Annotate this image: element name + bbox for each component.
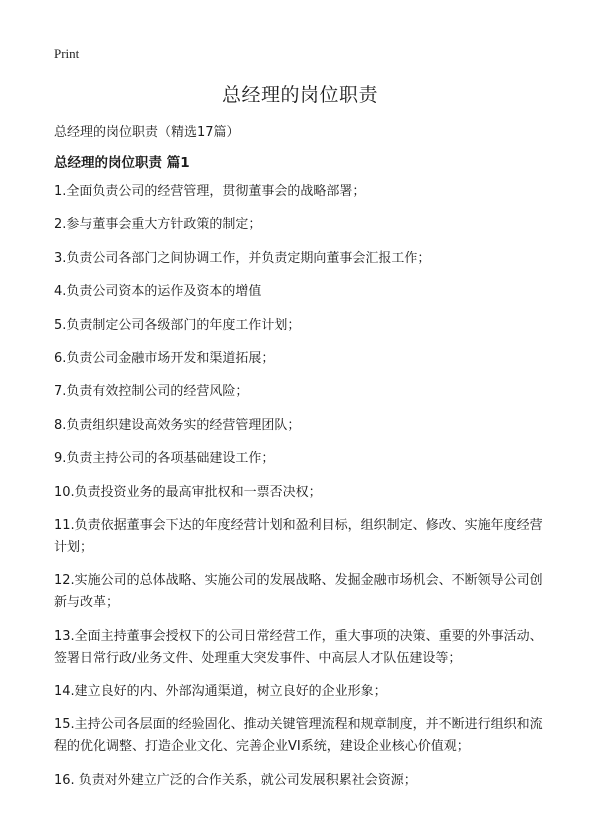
list-item: 4.负责公司资本的运作及资本的增值	[54, 284, 262, 300]
section-heading: 总经理的岗位职责 篇1	[54, 155, 190, 171]
duty-list	[54, 181, 554, 803]
list-item: 5.负责制定公司各级部门的年度工作计划；	[54, 317, 301, 333]
list-item: 12.实施公司的总体战略、实施公司的发展战略、发掘金融市场机会、不断领导公司创新与改革；	[54, 573, 543, 611]
list-item: 1.全面负责公司的经营管理，贯彻董事会的战略部署；	[54, 184, 366, 199]
list-item: 16. 负责对外建立广泛的合作关系，就公司发展积累社会资源；	[54, 772, 417, 788]
list-item: 10.负责投资业务的最高审批权和一票否决权；	[54, 484, 322, 500]
list-item: 6.负责公司金融市场开发和渠道拓展；	[54, 350, 275, 366]
list-item: 9.负责主持公司的各项基础建设工作；	[54, 451, 275, 467]
list-item: 2.参与董事会重大方针政策的制定；	[54, 217, 262, 233]
list-item: 11.负责依据董事会下达的年度经营计划和盈利目标，组织制定、修改、实施年度经营计划；	[54, 517, 543, 555]
list-item: 15.主持公司各层面的经验固化、推动关键管理流程和规章制度，并不断进行组织和流程的优化调整、打造企业文化、完善企业VI系统，建设企业核心价值观；	[54, 717, 543, 755]
list-item: 8.负责组织建设高效务实的经营管理团队；	[54, 417, 301, 433]
page-title: 总经理的岗位职责	[221, 84, 378, 106]
list-item: 13.全面主持董事会授权下的公司日常经营工作，重大事项的决策、重要的外事活动、签署日常行政/业务文件、处理重大突发事件、中高层人才队伍建设等；	[54, 628, 543, 666]
list-item: 7.负责有效控制公司的经营风险；	[54, 384, 249, 400]
print-link[interactable]: Print	[54, 46, 80, 61]
page-subtitle: 总经理的岗位职责（精选17篇）	[54, 125, 240, 140]
list-item: 14.建立良好的内、外部沟通渠道，树立良好的企业形象；	[54, 684, 387, 700]
list-item: 3.负责公司各部门之间协调工作，并负责定期向董事会汇报工作；	[54, 250, 431, 266]
